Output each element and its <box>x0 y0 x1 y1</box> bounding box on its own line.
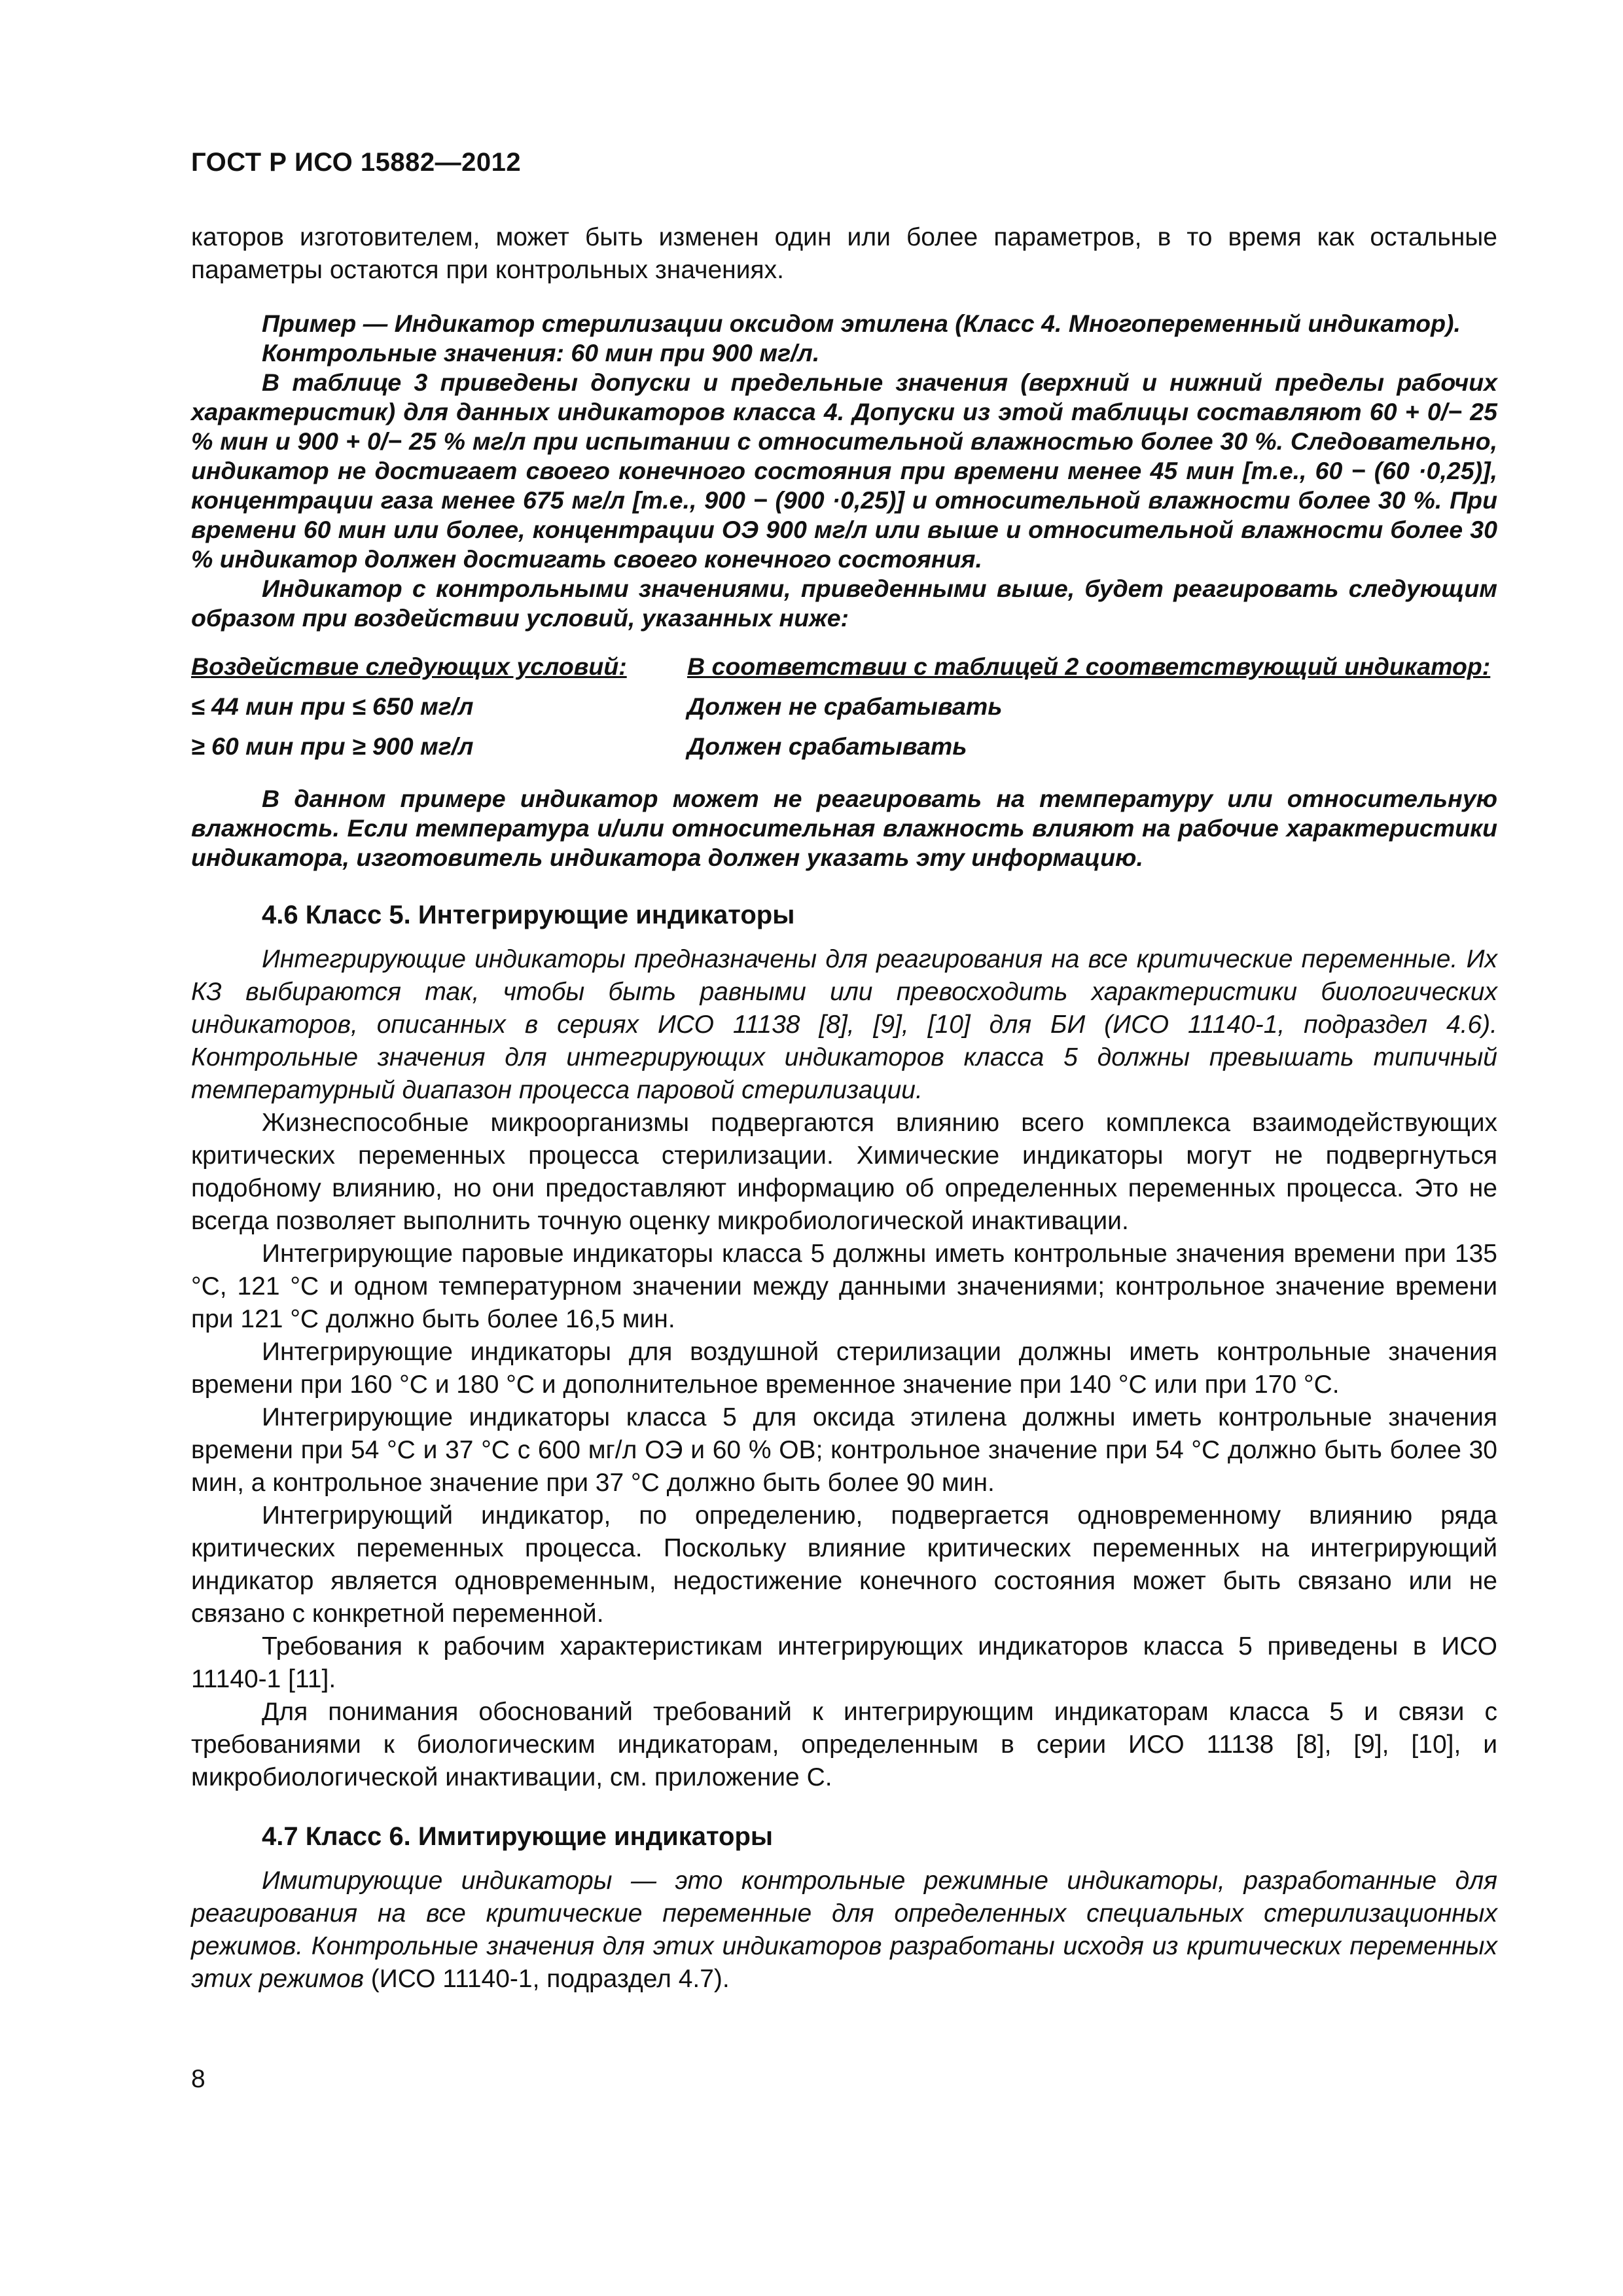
example-tolerances: В таблице 3 приведены допуски и предельные значения (верхний и нижний пределы рабочих характеристик) для данных индикаторов класса 4. Допуски из этой таблицы составляют 60 + 0/− 25 % мин и 900 + 0/− 25 % мг/л при испытании с относительной влажностью более 30 %. Следовательно, индикатор не достигает своего конечного состояния при времени менее 45 мин [т.е., 60 − (60 ·0,25)], концентрации газа менее 675 мг/л [т.е., 900 − (900 ·0,25)] и относительной влажности более 30 %. При времени 60 мин или более, концентрации ОЭ 900 мг/л или выше и относительной влажности более 30 % индикатор должен достигать своего конечного состояния. <box>191 368 1497 573</box>
table-cell-result: Должен не срабатывать <box>687 692 1003 720</box>
intro-continuation: каторов изготовителем, может быть изменен один или более параметров, в то время как остальные параметры остаются при контрольных значениях. <box>191 223 1497 284</box>
page-content <box>191 221 1497 1996</box>
example-title: Пример — Индикатор стерилизации оксидом этилена (Класс 4. Многопеременный индикатор). <box>262 310 1461 337</box>
example-control-values: Контрольные значения: 60 мин при 900 мг/л. <box>262 339 820 367</box>
table-cell-condition: ≤ 44 мин при ≤ 650 мг/л <box>191 692 474 720</box>
page-number: 8 <box>191 2065 205 2093</box>
table-cell-result: Должен срабатывать <box>687 732 967 760</box>
section-4-7-definition <box>191 1865 1497 1996</box>
section-4-6-paragraph: Жизнеспособные микроорганизмы подвергаются влиянию всего комплекса взаимодействующих критических переменных процесса стерилизации. Химические индикаторы могут не подвергнуться подобному влиянию, но они предоставляют информацию об определенных переменных процесса. Это не всегда позволяет выполнить точную оценку микробиологической инактивации. <box>191 1109 1497 1235</box>
table-row <box>191 730 1497 770</box>
table-header-row <box>191 650 1497 690</box>
section-4-6-paragraph: Для понимания обоснований требований к интегрирующим индикаторам класса 5 и связи с требованиями к биологическим индикаторам, определенным в серии ИСО 11138 [8], [9], [10], и микробиологической инактивации, см. приложение С. <box>191 1698 1497 1791</box>
section-4-6-paragraph: Требования к рабочим характеристикам интегрирующих индикаторов класса 5 приведены в ИСО 11140-1 [11]. <box>191 1632 1497 1693</box>
section-4-6-definition: Интегрирующие индикаторы предназначены для реагирования на все критические переменные. Их КЗ выбираются так, чтобы быть равными или превосходить характеристики биологических индикаторов, описанных в сериях ИСО 11138 [8], [9], [10] для БИ (ИСО 11140-1, подраздел 4.6). Контрольные значения для интегрирующих индикаторов класса 5 должны превышать типичный температурный диапазон процесса паровой стерилизации. <box>191 945 1497 1104</box>
section-4-6-paragraph: Интегрирующие паровые индикаторы класса 5 должны иметь контрольные значения времени при 135 °С, 121 °С и одном температурном значении между данными значениями; контрольное значение времени при 121 °С должно быть более 16,5 мин. <box>191 1240 1497 1333</box>
section-4-7-definition-italic: Имитирующие индикаторы — это контрольные режимные индикаторы, разработанные для реагирования на все критические переменные для определенных специальных стерилизационных режимов. Контрольные значения для этих индикаторов разработаны исходя из критических переменных этих режимов <box>191 1867 1497 1993</box>
table-header-conditions: Воздействие следующих условий: <box>191 653 627 680</box>
table-header-result: В соответствии с таблицей 2 соответствующий индикатор: <box>687 653 1491 680</box>
section-4-6-paragraph: Интегрирующий индикатор, по определению, подвергается одновременному влиянию ряда критических переменных процесса. Поскольку влияние критических переменных на интегрирующий индикатор является одновременным, недостижение конечного состояния может быть связано или не связано с конкретной переменной. <box>191 1501 1497 1628</box>
section-heading-4-7: 4.7 Класс 6. Имитирующие индикаторы <box>262 1822 774 1851</box>
table-cell-condition: ≥ 60 мин при ≥ 900 мг/л <box>191 732 474 760</box>
document-header: ГОСТ Р ИСО 15882—2012 <box>191 148 522 177</box>
section-4-7-definition-reference: (ИСО 11140-1, подраздел 4.7). <box>363 1965 730 1993</box>
example-conclusion: В данном примере индикатор может не реагировать на температуру или относительную влажность. Если температура и/или относительная влажность влияют на рабочие характеристики индикатора, изготовитель индикатора должен указать эту информацию. <box>191 785 1497 871</box>
section-4-6-paragraph: Интегрирующие индикаторы для воздушной стерилизации должны иметь контрольные значения времени при 160 °С и 180 °С и дополнительное временное значение при 140 °С или при 170 °С. <box>191 1338 1497 1399</box>
table-row <box>191 690 1497 730</box>
section-heading-4-6: 4.6 Класс 5. Интегрирующие индикаторы <box>262 901 795 929</box>
example-reaction-intro: Индикатор с контрольными значениями, приведенными выше, будет реагировать следующим образом при воздействии условий, указанных ниже: <box>191 575 1497 632</box>
section-4-6-paragraph: Интегрирующие индикаторы класса 5 для оксида этилена должны иметь контрольные значения времени при 54 °С и 37 °С с 600 мг/л ОЭ и 60 % ОВ; контрольное значение при 54 °С должно быть более 30 мин, а контрольное значение при 37 °С должно быть более 90 мин. <box>191 1403 1497 1497</box>
example-conditions-table <box>191 650 1497 770</box>
